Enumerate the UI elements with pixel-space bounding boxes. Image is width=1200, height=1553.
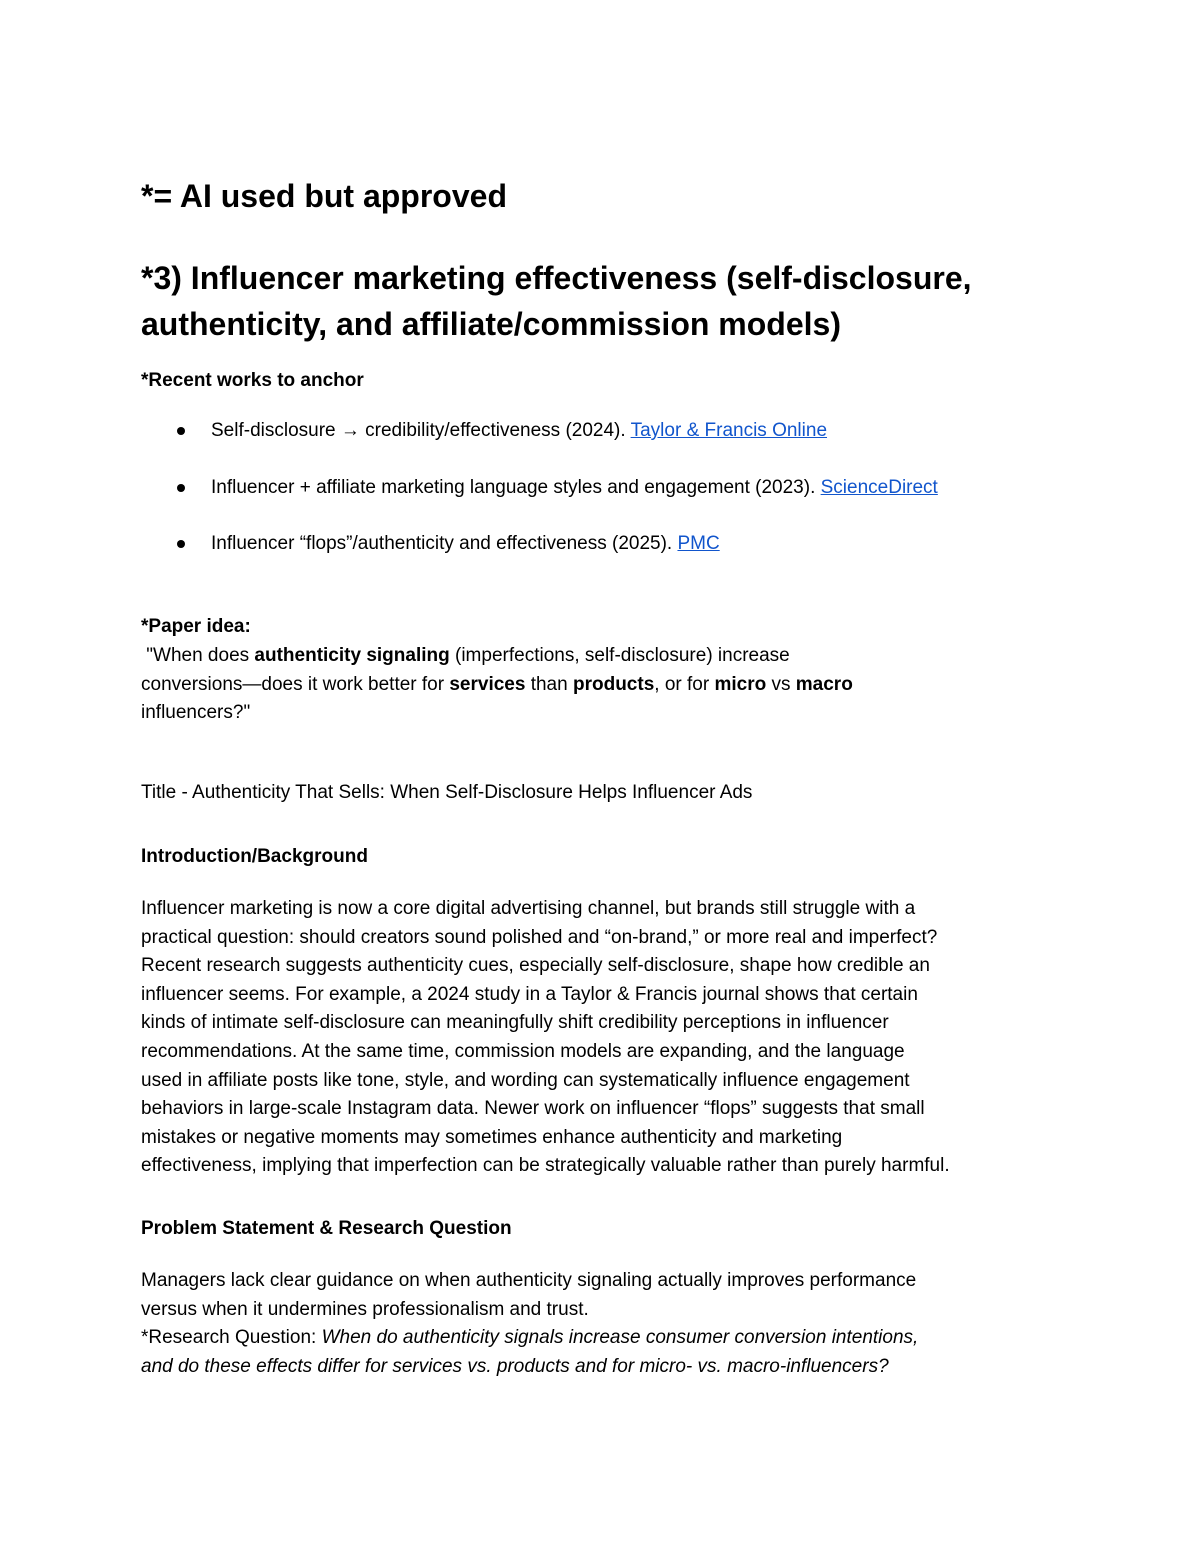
list-item-text: Self-disclosure → credibility/effectiveness (2024). xyxy=(211,420,631,441)
research-question-text: and do these effects differ for services vs. products and for micro- vs. macro-influencers? xyxy=(141,1355,889,1377)
paragraph-line: influencer seems. For example, a 2024 study in a Taylor & Francis journal shows that certain xyxy=(141,983,918,1005)
source-link[interactable]: Taylor & Francis Online xyxy=(630,420,828,441)
emphasis: macro xyxy=(795,673,853,695)
paper-idea-line xyxy=(141,699,1071,728)
text-run: influencers?" xyxy=(141,702,251,724)
paper-idea-text xyxy=(141,642,1071,728)
problem-paragraph xyxy=(141,1267,1071,1381)
paragraph-line: Influencer marketing is now a core digital advertising channel, but brands still struggle with a xyxy=(141,898,916,919)
emphasis: products xyxy=(572,673,655,695)
source-link[interactable]: PMC xyxy=(677,533,720,554)
text-run: conversions—does it work better for xyxy=(141,673,450,695)
paper-title-line: Title - Authenticity That Sells: When Self-Disclosure Helps Influencer Ads xyxy=(141,782,753,803)
paragraph-line: recommendations. At the same time, commission models are expanding, and the language xyxy=(141,1040,905,1062)
recent-works-list xyxy=(141,417,938,587)
paper-idea-line xyxy=(141,642,1071,671)
recent-works-label: *Recent works to anchor xyxy=(141,370,364,391)
text-run: "When does xyxy=(141,645,255,666)
research-question-line xyxy=(141,1324,1071,1353)
list-item xyxy=(141,530,938,587)
source-link[interactable]: ScienceDirect xyxy=(820,476,938,498)
paragraph-line: mistakes or negative moments may sometimes enhance authenticity and marketing xyxy=(141,1126,843,1148)
intro-heading: Introduction/Background xyxy=(141,846,368,867)
bullet-icon xyxy=(177,427,185,435)
text-run: vs xyxy=(766,673,796,695)
paragraph-line: Recent research suggests authenticity cues, especially self-disclosure, shape how credible an xyxy=(141,955,930,977)
list-item-text: Influencer “flops”/authenticity and effectiveness (2025). xyxy=(211,533,678,554)
text-run: than xyxy=(525,673,573,695)
paper-idea-label: *Paper idea: xyxy=(141,616,251,637)
research-question-line xyxy=(141,1353,1071,1382)
problem-heading: Problem Statement & Research Question xyxy=(141,1218,512,1239)
paragraph-line: practical question: should creators sound polished and “on-brand,” or more real and imperfect? xyxy=(141,926,938,948)
research-question-label: *Research Question: xyxy=(141,1327,322,1349)
text-run: (imperfections, self-disclosure) increase xyxy=(449,645,790,666)
paper-idea-line xyxy=(141,671,1071,700)
intro-paragraph xyxy=(141,895,1071,1181)
paragraph-line: kinds of intimate self-disclosure can meaningfully shift credibility perceptions in influencer xyxy=(141,1012,889,1034)
research-question-text: When do authenticity signals increase consumer conversion intentions, xyxy=(321,1327,919,1349)
list-item xyxy=(141,417,938,474)
paragraph-line: behaviors in large-scale Instagram data. Newer work on influencer “flops” suggests that small xyxy=(141,1098,925,1120)
list-item-text: Influencer + affiliate marketing language styles and engagement (2023). xyxy=(211,476,821,498)
topic-heading: *3) Influencer marketing effectiveness (self-disclosure, authenticity, and affiliate/commission models) xyxy=(141,260,972,342)
paragraph-line: used in affiliate posts like tone, style, and wording can systematically influence engagement xyxy=(141,1069,910,1091)
emphasis: authenticity signaling xyxy=(254,645,450,666)
bullet-icon xyxy=(177,484,185,492)
ai-note-heading: *= AI used but approved xyxy=(141,178,507,214)
bullet-icon xyxy=(177,540,185,548)
emphasis: services xyxy=(449,673,526,695)
paragraph-line: versus when it undermines professionalism and trust. xyxy=(141,1298,589,1320)
list-item xyxy=(141,474,938,531)
text-run: , or for xyxy=(654,673,715,695)
paragraph-line: Managers lack clear guidance on when authenticity signaling actually improves performance xyxy=(141,1270,917,1291)
paragraph-line: effectiveness, implying that imperfection can be strategically valuable rather than purely harmful. xyxy=(141,1155,950,1177)
emphasis: micro xyxy=(714,673,767,695)
